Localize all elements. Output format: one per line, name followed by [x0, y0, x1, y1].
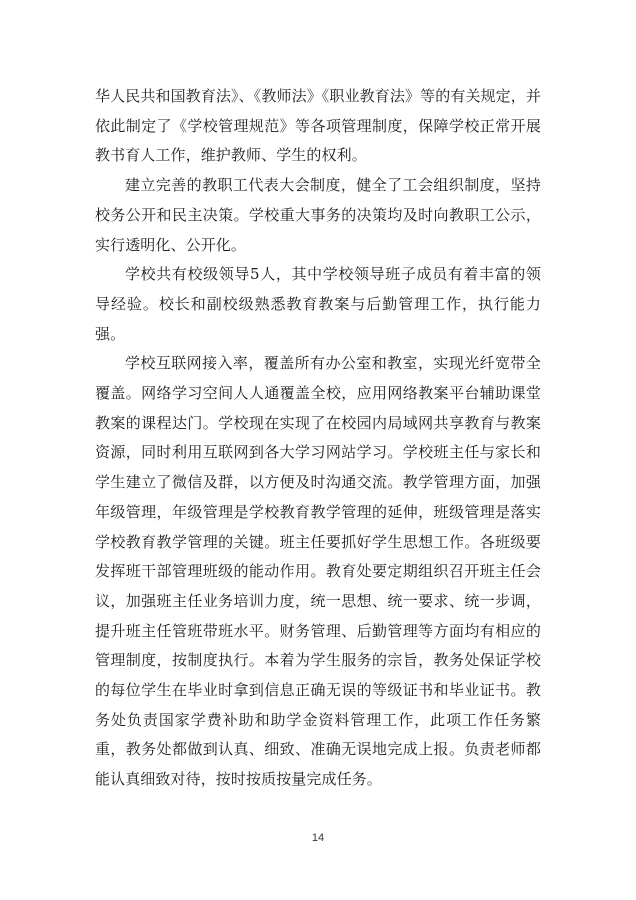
page-number: 14	[311, 832, 325, 844]
paragraph-1: 华人民共和国教育法》、《教师法》《职业教育法》等的有关规定，并依此制定了《学校管理规范》等各项管理制度，保障学校正常开展教书育人工作，维护教师、学生的权利。	[95, 87, 541, 165]
paragraph-3: 学校共有校级领导5人，其中学校领导班子成员有着丰富的领导经验。校长和副校级熟悉教育教案与后勤管理工作，执行能力强。	[95, 265, 541, 343]
paragraph-2: 建立完善的教职工代表大会制度，健全了工会组织制度，坚持校务公开和民主决策。学校重大事务的决策均及时向教职工公示，实行透明化、公开化。	[95, 176, 541, 254]
paragraph-4: 学校互联网接入率，覆盖所有办公室和教室，实现光纤宽带全覆盖。网络学习空间人人通覆盖全校，应用网络教案平台辅助课堂教案的课程达门。学校现在实现了在校园内局域网共享教育与教案资源，同时利用互联网到各大学习网站学习。学校班主任与家长和学生建立了微信及群，以方便及时沟通交流。教学管理方面，加强年级管理，年级管理是学校教育教学管理的延伸，班级管理是落实学校教育教学管理的关键。班主任要抓好学生思想工作。各班级要发挥班干部管理班级的能动作用。教育处要定期组织召开班主任会议，加强班主任业务培训力度，统一思想、统一要求、统一步调，提升班主任管班带班水平。财务管理、后勤管理等方面均有相应的管理制度，按制度执行。本着为学生服务的宗旨，教务处保证学校的每位学生在毕业时拿到信息正确无误的等级证书和毕业证书。教务处负责国家学费补助和助学金资料管理工作，此项工作任务繁重，教务处都做到认真、细致、准确无误地完成上报。负责老师都能认真细致对待，按时按质按量完成任务。	[95, 354, 541, 789]
body-text	[95, 82, 541, 795]
